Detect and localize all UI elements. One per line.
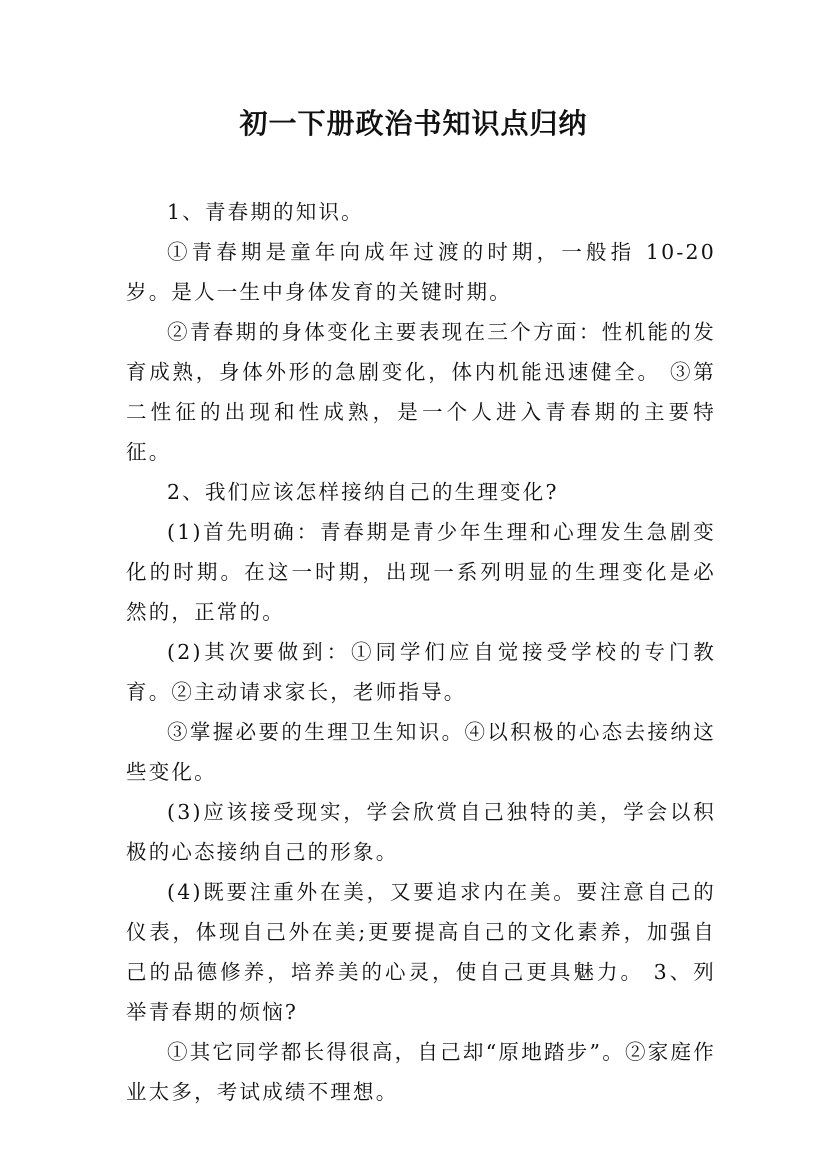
paragraph-7: ③掌握必要的生理卫生知识。④以积极的心态去接纳这些变化。 xyxy=(126,720,716,784)
document-title: 初一下册政治书知识点归纳 xyxy=(239,107,588,140)
paragraph-2: ①青春期是童年向成年过渡的时期，一般指 10-20 岁。是人一生中身体发育的关键时期。 xyxy=(126,240,716,304)
paragraph-9: (4)既要注重外在美，又要追求内在美。要注意自己的仪表，体现自己外在美;更要提高自己的文化素养，加强自己的品德修养，培养美的心灵，使自己更具魅力。 3、列举青春期的烦恼? xyxy=(126,880,716,1024)
paragraph-4: 2、我们应该怎样接纳自己的生理变化? xyxy=(167,480,559,504)
document-body xyxy=(126,192,716,1112)
paragraph-5: (1)首先明确：青春期是青少年生理和心理发生急剧变化的时期。在这一时期，出现一系列明显的生理变化是必然的，正常的。 xyxy=(126,520,716,624)
paragraph-1: 1、青春期的知识。 xyxy=(167,200,364,224)
paragraph-10: ①其它同学都长得很高，自己却“原地踏步”。②家庭作业太多，考试成绩不理想。 xyxy=(126,1040,716,1104)
paragraph-8: (3)应该接受现实，学会欣赏自己独特的美，学会以积极的心态接纳自己的形象。 xyxy=(126,800,716,864)
paragraph-3: ②青春期的身体变化主要表现在三个方面：性机能的发育成熟，身体外形的急剧变化，体内机能迅速健全。 ③第二性征的出现和性成熟，是一个人进入青春期的主要特征。 xyxy=(126,320,716,464)
paragraph-6: (2)其次要做到：①同学们应自觉接受学校的专门教育。②主动请求家长，老师指导。 xyxy=(126,640,716,704)
